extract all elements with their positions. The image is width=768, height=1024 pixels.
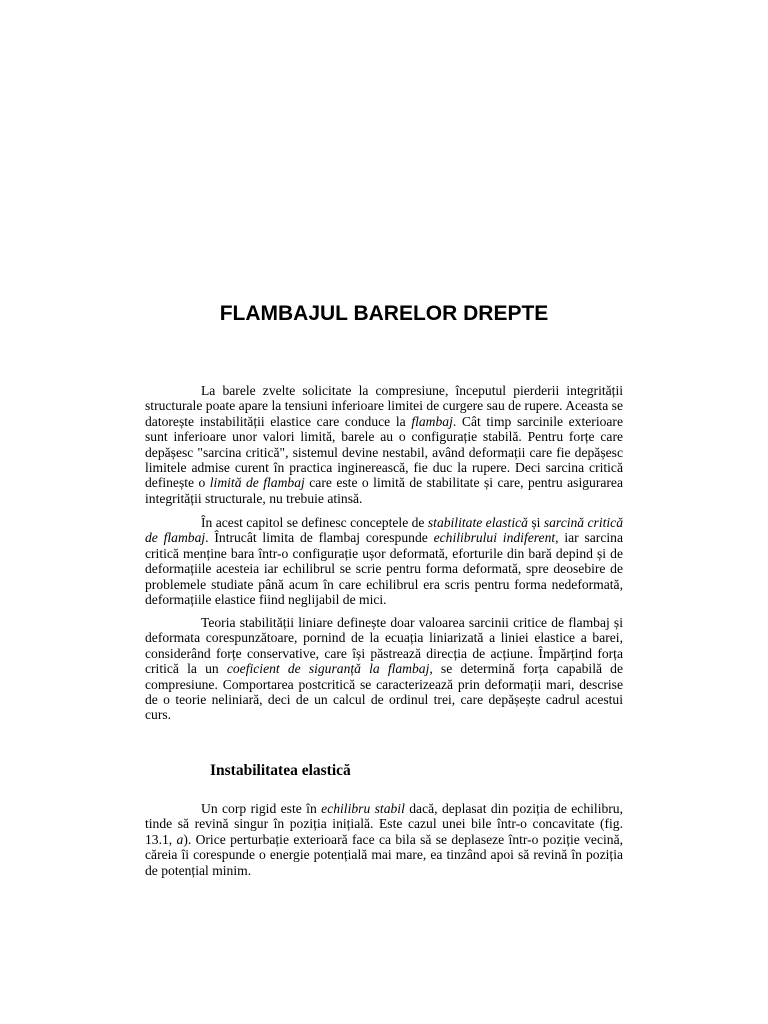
text-segment: . Întrucât limita de flambaj corespunde (205, 530, 434, 546)
text-segment: . Cât timp sarcinile exterioare sunt inferioare unor valori limită, barele au o configurație stabilă. Pentru forțe care depășesc "sarcina critică", sistemul devine nestabil, având deformații care fie depășesc limitele admise curent în practica inginerească, fie duc la rupere. Deci sarcina critică definește o (145, 413, 623, 491)
text-segment: Teoria stabilității liniare definește doar valoarea sarcinii critice de flambaj și deformata corespunzătoare, pornind de la ecuația liniarizată a liniei elastice a barei, considerând forțe conservative, care își păstrează direcția de acțiune. Împărțind forța critică la un (145, 615, 623, 677)
document-page (145, 0, 623, 1024)
document-title: FLAMBAJUL BARELOR DREPTE (219, 302, 549, 325)
text-segment: În acest capitol se definesc conceptele de (201, 515, 428, 530)
text-segment: și (527, 515, 544, 530)
italic-term: echilibrului indiferent (433, 530, 556, 546)
text-segment: La barele zvelte solicitate la compresiune, începutul pierderii integrității structurale poate apare la tensiuni inferioare limitei de curgere sau de rupere. Aceasta se datorește instabilității elastice care conduce la (145, 383, 623, 429)
text-segment: ). Orice perturbație exterioară face ca bila să se deplaseze într-o poziție vecină, căreia îi corespunde o energie potențială mai mare, ea tinzând apoi să revină în poziția de potențial minim. (145, 831, 623, 878)
italic-term: a (176, 831, 184, 847)
text-segment: , se determină forța capabilă de compresiune. Comportarea postcritică se caracterizează prin deformații mari, descrise de o teorie neliniară, deci de un calcul de ordinul trei, care depășește cadrul acestui curs. (145, 661, 623, 723)
text-segment: dacă, deplasat din poziția de echilibru, tinde să revină singur în poziția inițială. Este cazul unei bile într-o concavitate (fig. 13.1, (145, 801, 623, 847)
section-heading: Instabilitatea elastică (210, 762, 351, 779)
section-paragraph-1 (145, 801, 623, 878)
italic-term: echilibru stabil (321, 801, 405, 816)
intro-paragraph-3 (145, 615, 623, 723)
italic-term: stabilitate elastică (427, 515, 528, 530)
text-segment: , iar sarcina critică menține bara într-o configurație ușor deformată, eforturile din bară depind și de deformațiile acesteia iar echilibrul se scrie pentru forma deformată, spre deosebire de problemele studiate până acum în care echilibrul era scris pentru forma nedeformată, deformațiile elastice fiind neglijabil de mici. (145, 530, 623, 608)
text-segment: Un corp rigid este în (201, 801, 322, 816)
intro-paragraph-1 (145, 383, 623, 506)
italic-term: sarcină critică de flambaj (145, 515, 623, 546)
italic-term: flambaj (411, 413, 453, 429)
text-segment: care este o limită de stabilitate și care, pentru asigurarea integrității structurale, nu trebuie atinsă. (145, 475, 623, 506)
italic-term: limită de flambaj (209, 475, 305, 491)
italic-term: coeficient de siguranță la flambaj (226, 661, 430, 677)
intro-paragraph-2 (145, 515, 623, 607)
